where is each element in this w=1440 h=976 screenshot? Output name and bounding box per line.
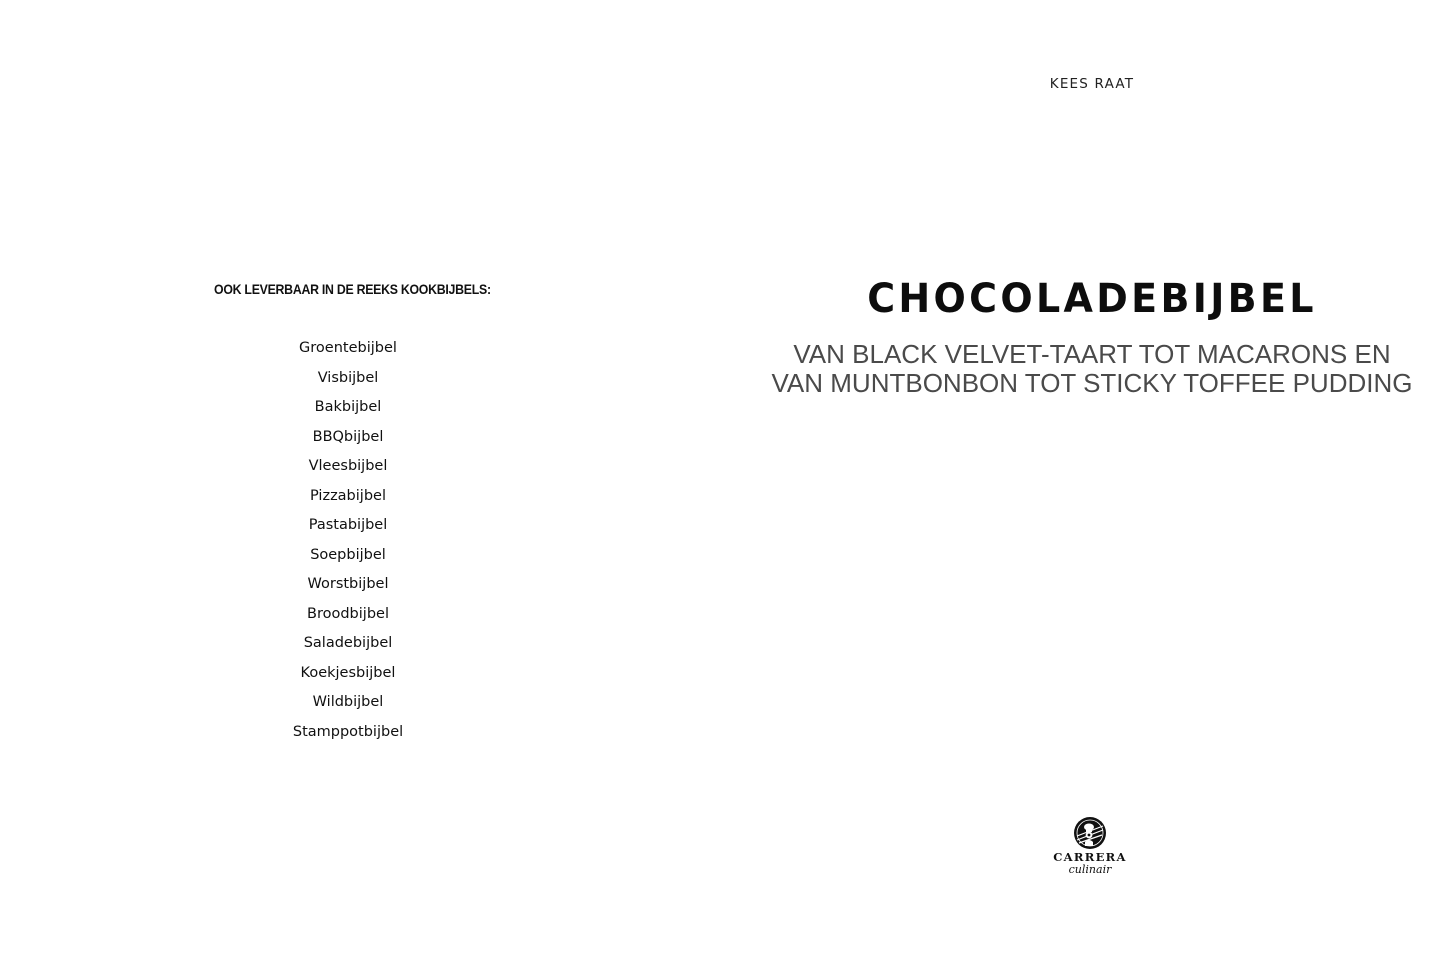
list-item: Groentebijbel	[299, 340, 397, 356]
publisher-sub: culinair	[1068, 863, 1112, 876]
subtitle-line-1: VAN BLACK VELVET-TAART TOT MACARONS EN	[793, 339, 1391, 369]
list-item: Pizzabijbel	[310, 487, 386, 504]
list-item: Bakbijbel	[314, 399, 382, 415]
publisher-name: CARRERA	[1053, 850, 1127, 864]
list-item: Koekjesbijbel	[300, 664, 396, 681]
list-item: Broodbijbel	[307, 605, 389, 622]
list-item: Saladebijbel	[303, 635, 393, 651]
series-heading: OOK LEVERBAAR IN DE REEKS KOOKBIJBELS:	[214, 281, 491, 297]
list-item: Pastabijbel	[308, 517, 388, 533]
publisher-logo	[1050, 816, 1130, 875]
list-item: Stamppotbijbel	[292, 723, 404, 740]
right-page	[720, 0, 1440, 976]
list-item: Wildbijbel	[312, 694, 384, 710]
subtitle-line-2: VAN MUNTBONBON TOT STICKY TOFFEE PUDDING	[771, 368, 1413, 398]
list-item: Soepbijbel	[310, 546, 386, 563]
chef-emblem-icon	[1073, 816, 1107, 850]
list-item: Vleesbijbel	[308, 458, 388, 474]
list-item: BBQbijbel	[312, 428, 384, 445]
list-item: Visbijbel	[317, 369, 379, 386]
list-item: Worstbijbel	[307, 576, 389, 592]
book-title: CHOCOLADEBIJBEL	[867, 276, 1317, 322]
book-subtitle	[720, 340, 1440, 398]
author-name: KEES RAAT	[1049, 76, 1135, 92]
series-list	[248, 337, 448, 750]
